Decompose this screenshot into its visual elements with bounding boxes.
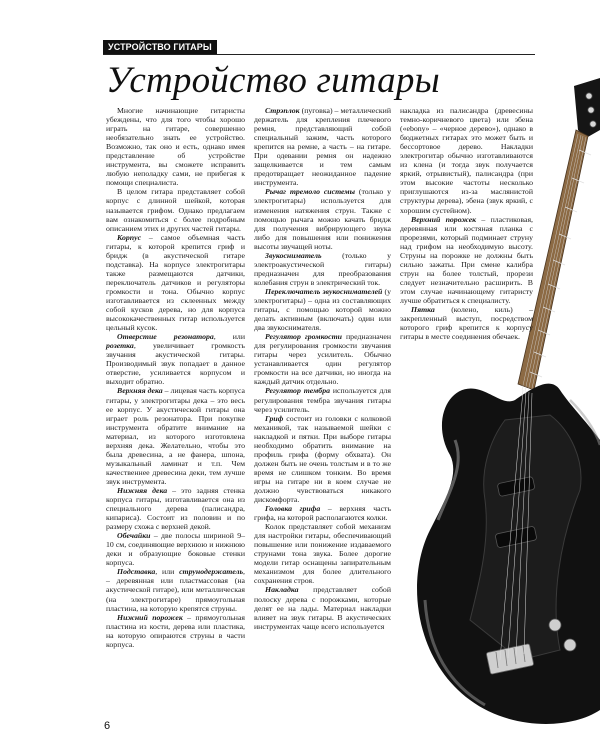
- term: Верхний порожек: [411, 214, 477, 224]
- paragraph: Гриф состоит из головки с колковой механикой, так называемой шейки с накладкой и пятки. При выборе гитары необходимо обратить внимание на профиль грифа (форму обхвата). Он должен быть не очень толстым и в то же время не слишком тонким. Во время игры на гитаре ни в коем случае не должно чувствоваться никакого дискомфорта.: [254, 413, 391, 505]
- term: Рычаг тремоло системы: [265, 187, 356, 197]
- paragraph: Регулятор громкости предназначен для регулирования громкости звучания гитары через усилитель. Обычно устанавливается один регулятор громкости на все датчики, но иногда на каждый датчик отдельно.: [254, 332, 391, 387]
- term: Подставка: [117, 567, 156, 577]
- term: Переключатель звукоснимателей: [265, 286, 383, 296]
- paragraph: Корпус – самое объемная часть гитары, к которой крепится гриф и бридж (в акустической гитаре подставка). На корпусе электрогитары также размещаются датчики, переключатель датчиков и регуляторы громкости и тона. Обычно корпус изготавливается из склеенных между собой кусков дерева, но для корпуса высококачественных гитар используется цельный кусок.: [106, 232, 245, 333]
- paragraph: Нижний порожек – прямоугольная пластина из кости, дерева или пластика, на которую опираются струны в части корпуса.: [106, 612, 245, 649]
- term: Накладка: [265, 585, 299, 595]
- paragraph: Рычаг тремоло системы (только у электрогитары) используется для изменения натяжения струн. Также с помощью рычага можно качать бридж для получения вибрирующего звука либо для повышения или понижения высоты звучащей ноты.: [254, 187, 391, 251]
- paragraph: Пятка (колено, киль) – закрепленный выступ, посредством которого гриф крепится к корпусу гитары в месте соединения обечаек.: [400, 305, 533, 342]
- paragraph: Колок представляет собой механизм для настройки гитары, обеспечивающий повышение или понижение издаваемого струнами тона звука. Более дорогие модели гитар оснащены запирательным механизмом для более длительного сохранения строя.: [254, 522, 391, 586]
- paragraph: Подставка, или струнодержатель, – деревянная или пластмассовая (на акустической гитаре), или металлическая (на электрогитаре) прямоугольная пластина, на которую крепятся струны.: [106, 567, 245, 613]
- term: Регулятор тембра: [265, 386, 330, 396]
- term: Головка грифа: [265, 504, 321, 514]
- paragraph: Нижняя дека – это задняя стенка корпуса гитары, изготавливается она из специального дерева (палисандра, кипариса). Состоит из половин и по размеру схожа с верхней декой.: [106, 485, 245, 532]
- paragraph: Верхняя дека – лицевая часть корпуса гитары, у электрогитары дека – это весь ее корпус. У акустической гитары она играет роль резонатора. При покупке инструмента обратите внимание на материал, из которого изготовлена верхняя дека. Желательно, чтобы это была древесина, а не фанера, шпона, музыкальный ламинат и т.п. Чем качественнее древесина деки, тем лучше звук инструмента.: [106, 386, 245, 486]
- term: Регулятор громкости: [265, 332, 342, 342]
- text-column-3: [400, 106, 533, 341]
- paragraph: Многие начинающие гитаристы убеждены, что для того чтобы хорошо играть на гитаре, совершенно необязательно знать ее устройство. Возможно, так оно и есть, однако имея представление об устройстве инструмента, вы сможете исправить любую неполадку сами, не прибегая к помощи специалиста.: [106, 106, 245, 188]
- term: струнодержатель: [179, 567, 244, 577]
- term: Корпус: [117, 232, 142, 242]
- paragraph: Отверстие резонатора, или розетка, увеличивает громкость звучания акустической гитары. Производимый звук попадает в данное отверстие, усиливается корпусом и выходит обратно.: [106, 332, 245, 387]
- paragraph: Накладка представляет собой полоску дерева с порожками, которые делят ее на лады. Материал накладки влияет на звук гитары. В акустических инструментах чаще всего используется: [254, 585, 391, 631]
- paragraph: Верхний порожек – пластиковая, деревянная или костяная планка с прорезями, который подминает струну над грифом на необходимую высоту. Струны на порожке не должны быть сильно зажаты. При смене калибра струн на более толстый, прорези следует незначительно расширить. В этом случае начинающему гитаристу лучше обратиться к специалисту.: [400, 214, 533, 305]
- page-number: 6: [104, 720, 111, 732]
- text-column-1: [106, 106, 245, 649]
- guitar-headstock: [574, 78, 600, 138]
- page-title: Устройство гитары: [106, 60, 440, 101]
- paragraph: накладка из палисандра (древесины темно-коричневого цвета) или эбена («ebony» – «черное дерево»), однако в бюджетных гитарах это может быть и бессортовое дерево. Накладки электрогитар обычно изготавливаются из клена (и тогда звук получается яркий, отрывистый), палисандра (при этом высокие частоты несколько приглушаются из-за маслянистой структуры дерева), эбена (звук яркий, с хорошим сустейном).: [400, 106, 533, 215]
- term: Гриф: [265, 413, 284, 423]
- paragraph: Регулятор тембра используется для регулирования тембра звучания гитары через усилитель.: [254, 386, 391, 414]
- term: Звукосниматель: [265, 250, 322, 260]
- paragraph: Обечайки – две полосы шириной 9–10 см, соединяющие верхнюю и нижнюю деки и образующие боковые стенки корпуса.: [106, 531, 245, 568]
- paragraph: Головка грифа – верхняя часть грифа, на которой располагаются колки.: [254, 504, 391, 523]
- term: Нижняя дека: [117, 485, 168, 495]
- term: розетка: [106, 341, 134, 351]
- section-header-label: УСТРОЙСТВО ГИТАРЫ: [103, 40, 217, 54]
- paragraph: В целом гитара представляет собой корпус с длинной шейкой, которая называется грифом. Однако предлагаем вам ознакомиться с более подробным описанием этих и других частей гитары.: [106, 187, 245, 233]
- term: Обечайки: [117, 531, 151, 541]
- term: Отверстие резонатора: [117, 332, 214, 342]
- term: Верхняя дека: [117, 386, 163, 396]
- term: Пятка: [411, 305, 435, 315]
- paragraph: Стрэплок (пуговка) – металлический держатель для крепления плечевого ремня, представляющий собой специальный зажим, часть которого крепится на ремне, а часть – на гитаре. При одевании ремня он надежно защелкивается и тем самым предотвращает неожиданное падение инструмента.: [254, 106, 391, 188]
- text-column-2: [254, 106, 391, 631]
- paragraph: Переключатель звукоснимателей (у электрогитары) – одна из составляющих гитары, с помощью которой можно делать активным (включать) один или два звукоснимателя.: [254, 286, 391, 333]
- term: Стрэплок: [265, 106, 300, 115]
- header-rule: [103, 54, 535, 55]
- term: Нижний порожек: [117, 612, 183, 622]
- paragraph: Звукосниматель (только у электроакустической гитары) предназначен для преобразования колебания струн в электрический ток.: [254, 250, 391, 287]
